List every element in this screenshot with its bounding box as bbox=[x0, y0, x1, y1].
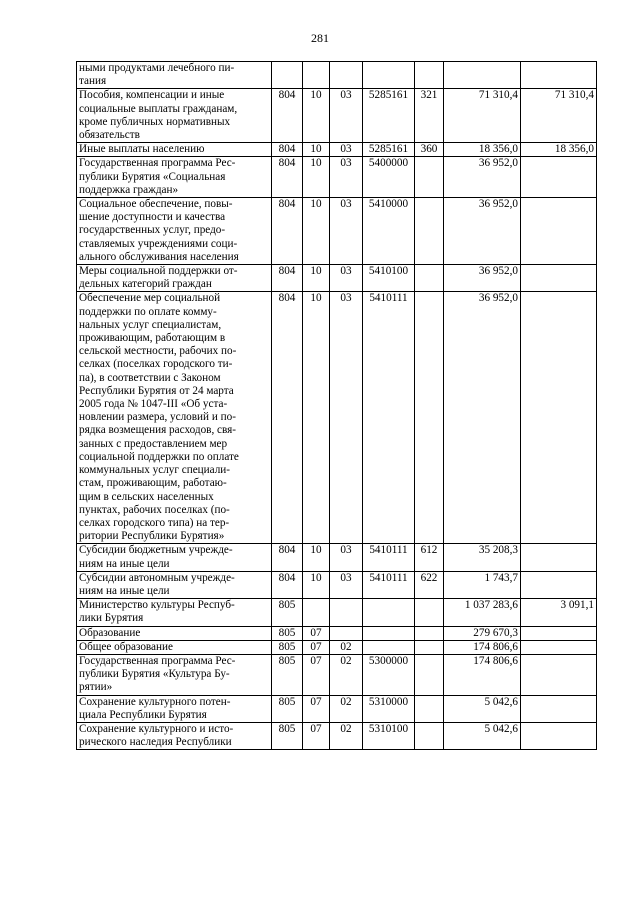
row-name-line: рического наследия Республики bbox=[79, 736, 232, 749]
row-name-line: селках городского типа) на тер- bbox=[79, 516, 230, 529]
expense-type-code bbox=[415, 695, 444, 722]
dept-code: 804 bbox=[272, 89, 303, 143]
table-row bbox=[77, 143, 597, 157]
target-article-code bbox=[363, 640, 415, 654]
section-code: 10 bbox=[303, 544, 330, 571]
row-name-line: ными продуктами лечебного пи- bbox=[79, 62, 235, 74]
dept-code: 805 bbox=[272, 626, 303, 640]
expense-type-code bbox=[415, 292, 444, 544]
row-name-line: проживающим, работающим в bbox=[79, 332, 226, 345]
subsection-code: 03 bbox=[330, 198, 363, 265]
row-name-line: Социальное обеспечение, повы- bbox=[79, 198, 233, 211]
table-row bbox=[77, 544, 597, 571]
row-name-line: дельных категорий граждан bbox=[79, 278, 212, 291]
subvention-amount bbox=[521, 626, 597, 640]
row-name-line: Государственная программа Рес- bbox=[79, 157, 236, 170]
row-name-line: поддержка граждан» bbox=[79, 183, 179, 196]
dept-code: 805 bbox=[272, 722, 303, 749]
row-name-line: Обеспечение мер социальной bbox=[79, 292, 221, 305]
expense-type-code bbox=[415, 654, 444, 695]
row-name-line: кроме публичных нормативных bbox=[79, 115, 231, 128]
subsection-code bbox=[330, 626, 363, 640]
dept-code: 805 bbox=[272, 599, 303, 626]
row-name bbox=[77, 62, 272, 89]
row-name-line: рядка возмещения расходов, свя- bbox=[79, 424, 237, 437]
subvention-amount: 71 310,4 bbox=[521, 89, 597, 143]
dept-code: 805 bbox=[272, 695, 303, 722]
amount: 36 952,0 bbox=[444, 157, 521, 198]
section-code bbox=[303, 62, 330, 89]
row-name-line: Иные выплаты населению bbox=[79, 143, 205, 156]
row-name-line: Государственная программа Рес- bbox=[79, 654, 236, 667]
target-article-code: 5410111 bbox=[363, 292, 415, 544]
table-row bbox=[77, 198, 597, 265]
expense-type-code: 622 bbox=[415, 571, 444, 598]
subvention-amount bbox=[521, 62, 597, 89]
row-name-line: занных с предоставлением мер bbox=[79, 437, 228, 450]
subvention-amount bbox=[521, 695, 597, 722]
target-article-code: 5285161 bbox=[363, 89, 415, 143]
row-name-line: стам, проживающим, работаю- bbox=[79, 477, 227, 490]
row-name bbox=[77, 626, 272, 640]
expense-type-code: 360 bbox=[415, 143, 444, 157]
subsection-code: 03 bbox=[330, 571, 363, 598]
section-code: 10 bbox=[303, 265, 330, 292]
row-name bbox=[77, 571, 272, 598]
table-row bbox=[77, 599, 597, 626]
section-code: 10 bbox=[303, 143, 330, 157]
target-article-code: 5310100 bbox=[363, 722, 415, 749]
table-row bbox=[77, 722, 597, 749]
target-article-code: 5410111 bbox=[363, 571, 415, 598]
expense-type-code bbox=[415, 157, 444, 198]
section-code: 10 bbox=[303, 292, 330, 544]
dept-code bbox=[272, 62, 303, 89]
dept-code: 804 bbox=[272, 292, 303, 544]
table-row bbox=[77, 571, 597, 598]
amount: 1 743,7 bbox=[444, 571, 521, 598]
row-name-line: тания bbox=[79, 75, 107, 88]
row-name-line: 2005 года № 1047-III «Об уста- bbox=[79, 398, 228, 411]
subsection-code: 03 bbox=[330, 544, 363, 571]
amount: 174 806,6 bbox=[444, 640, 521, 654]
row-name bbox=[77, 292, 272, 544]
section-code: 10 bbox=[303, 89, 330, 143]
expense-type-code bbox=[415, 62, 444, 89]
subsection-code bbox=[330, 62, 363, 89]
target-article-code: 5410000 bbox=[363, 198, 415, 265]
row-name-line: рятии» bbox=[79, 681, 113, 694]
subvention-amount: 18 356,0 bbox=[521, 143, 597, 157]
target-article-code: 5310000 bbox=[363, 695, 415, 722]
row-name-line: ритории Республики Бурятия» bbox=[79, 530, 225, 543]
row-name-line: Общее образование bbox=[79, 640, 173, 653]
amount bbox=[444, 62, 521, 89]
subsection-code: 02 bbox=[330, 695, 363, 722]
section-code: 10 bbox=[303, 198, 330, 265]
amount: 1 037 283,6 bbox=[444, 599, 521, 626]
section-code: 07 bbox=[303, 722, 330, 749]
section-code: 07 bbox=[303, 695, 330, 722]
expense-type-code: 612 bbox=[415, 544, 444, 571]
row-name bbox=[77, 143, 272, 157]
row-name-line: пунктах, рабочих поселках (по- bbox=[79, 503, 230, 516]
subsection-code: 03 bbox=[330, 292, 363, 544]
row-name-line: Субсидии бюджетным учрежде- bbox=[79, 544, 233, 557]
row-name bbox=[77, 89, 272, 143]
subsection-code: 03 bbox=[330, 143, 363, 157]
target-article-code bbox=[363, 599, 415, 626]
amount: 279 670,3 bbox=[444, 626, 521, 640]
section-code bbox=[303, 599, 330, 626]
row-name-line: социальной поддержки по оплате bbox=[79, 450, 239, 463]
row-name-line: па), в соответствии с Законом bbox=[79, 371, 221, 384]
subsection-code: 03 bbox=[330, 89, 363, 143]
row-name-line: новлении размера, условий и по- bbox=[79, 411, 236, 424]
row-name-line: ниям на иные цели bbox=[79, 557, 170, 570]
row-name bbox=[77, 544, 272, 571]
section-code: 07 bbox=[303, 626, 330, 640]
row-name bbox=[77, 640, 272, 654]
target-article-code: 5285161 bbox=[363, 143, 415, 157]
dept-code: 804 bbox=[272, 198, 303, 265]
row-name-line: публики Бурятия «Социальная bbox=[79, 170, 226, 183]
section-code: 07 bbox=[303, 654, 330, 695]
row-name bbox=[77, 198, 272, 265]
table-row bbox=[77, 89, 597, 143]
subvention-amount bbox=[521, 571, 597, 598]
expense-type-code bbox=[415, 265, 444, 292]
page-number: 281 bbox=[311, 31, 329, 45]
row-name-line: Республики Бурятия от 24 марта bbox=[79, 384, 234, 397]
expense-type-code bbox=[415, 640, 444, 654]
subvention-amount bbox=[521, 198, 597, 265]
table-row bbox=[77, 695, 597, 722]
table-row bbox=[77, 265, 597, 292]
subvention-amount bbox=[521, 722, 597, 749]
target-article-code: 5410100 bbox=[363, 265, 415, 292]
dept-code: 804 bbox=[272, 157, 303, 198]
row-name-line: обязательств bbox=[79, 129, 140, 142]
table-row bbox=[77, 654, 597, 695]
subvention-amount: 3 091,1 bbox=[521, 599, 597, 626]
amount: 36 952,0 bbox=[444, 292, 521, 544]
section-code: 07 bbox=[303, 640, 330, 654]
table-row bbox=[77, 640, 597, 654]
amount: 35 208,3 bbox=[444, 544, 521, 571]
expense-type-code bbox=[415, 722, 444, 749]
budget-table bbox=[76, 61, 597, 750]
expense-type-code bbox=[415, 198, 444, 265]
row-name bbox=[77, 654, 272, 695]
row-name bbox=[77, 722, 272, 749]
expense-type-code: 321 bbox=[415, 89, 444, 143]
row-name bbox=[77, 599, 272, 626]
row-name-line: государственных услуг, предо- bbox=[79, 224, 226, 237]
amount: 36 952,0 bbox=[444, 198, 521, 265]
subvention-amount bbox=[521, 640, 597, 654]
row-name-line: Меры социальной поддержки от- bbox=[79, 265, 238, 278]
row-name-line: лики Бурятия bbox=[79, 612, 144, 625]
expense-type-code bbox=[415, 626, 444, 640]
table-row bbox=[77, 626, 597, 640]
subvention-amount bbox=[521, 292, 597, 544]
amount: 174 806,6 bbox=[444, 654, 521, 695]
subsection-code: 02 bbox=[330, 640, 363, 654]
dept-code: 805 bbox=[272, 640, 303, 654]
row-name-line: Сохранение культурного и исто- bbox=[79, 722, 234, 735]
subvention-amount bbox=[521, 544, 597, 571]
subsection-code bbox=[330, 599, 363, 626]
row-name-line: поддержки по оплате комму- bbox=[79, 305, 217, 318]
row-name-line: Министерство культуры Респуб- bbox=[79, 599, 235, 612]
dept-code: 804 bbox=[272, 265, 303, 292]
target-article-code: 5410111 bbox=[363, 544, 415, 571]
target-article-code bbox=[363, 62, 415, 89]
row-name-line: ального обслуживания населения bbox=[79, 250, 239, 263]
row-name bbox=[77, 695, 272, 722]
row-name-line: нальных услуг специалистам, bbox=[79, 318, 222, 331]
subsection-code: 03 bbox=[330, 265, 363, 292]
row-name-line: Субсидии автономным учрежде- bbox=[79, 571, 235, 584]
row-name-line: шение доступности и качества bbox=[79, 211, 226, 224]
amount: 36 952,0 bbox=[444, 265, 521, 292]
row-name-line: коммунальных услуг специали- bbox=[79, 464, 231, 477]
row-name-line: ниям на иные цели bbox=[79, 584, 170, 597]
subsection-code: 02 bbox=[330, 722, 363, 749]
amount: 71 310,4 bbox=[444, 89, 521, 143]
dept-code: 804 bbox=[272, 571, 303, 598]
target-article-code bbox=[363, 626, 415, 640]
amount: 18 356,0 bbox=[444, 143, 521, 157]
subsection-code: 02 bbox=[330, 654, 363, 695]
dept-code: 804 bbox=[272, 143, 303, 157]
target-article-code: 5400000 bbox=[363, 157, 415, 198]
row-name-line: циала Республики Бурятия bbox=[79, 708, 207, 721]
row-name-line: селках (поселках городского ти- bbox=[79, 358, 233, 371]
section-code: 10 bbox=[303, 157, 330, 198]
section-code: 10 bbox=[303, 571, 330, 598]
amount: 5 042,6 bbox=[444, 695, 521, 722]
dept-code: 804 bbox=[272, 544, 303, 571]
subsection-code: 03 bbox=[330, 157, 363, 198]
table-row bbox=[77, 157, 597, 198]
row-name bbox=[77, 157, 272, 198]
expense-type-code bbox=[415, 599, 444, 626]
row-name-line: Сохранение культурного потен- bbox=[79, 695, 231, 708]
amount: 5 042,6 bbox=[444, 722, 521, 749]
row-name-line: Пособия, компенсации и иные bbox=[79, 89, 225, 102]
table-row bbox=[77, 292, 597, 544]
row-name bbox=[77, 265, 272, 292]
dept-code: 805 bbox=[272, 654, 303, 695]
subvention-amount bbox=[521, 654, 597, 695]
row-name-line: щим в сельских населенных bbox=[79, 490, 214, 503]
row-name-line: сельской местности, рабочих по- bbox=[79, 345, 237, 358]
row-name-line: социальные выплаты гражданам, bbox=[79, 102, 238, 115]
subvention-amount bbox=[521, 157, 597, 198]
subvention-amount bbox=[521, 265, 597, 292]
target-article-code: 5300000 bbox=[363, 654, 415, 695]
row-name-line: ставляемых учреждениями соци- bbox=[79, 237, 238, 250]
row-name-line: публики Бурятия «Культура Бу- bbox=[79, 668, 230, 681]
row-name-line: Образование bbox=[79, 626, 141, 639]
table-row bbox=[77, 62, 597, 89]
